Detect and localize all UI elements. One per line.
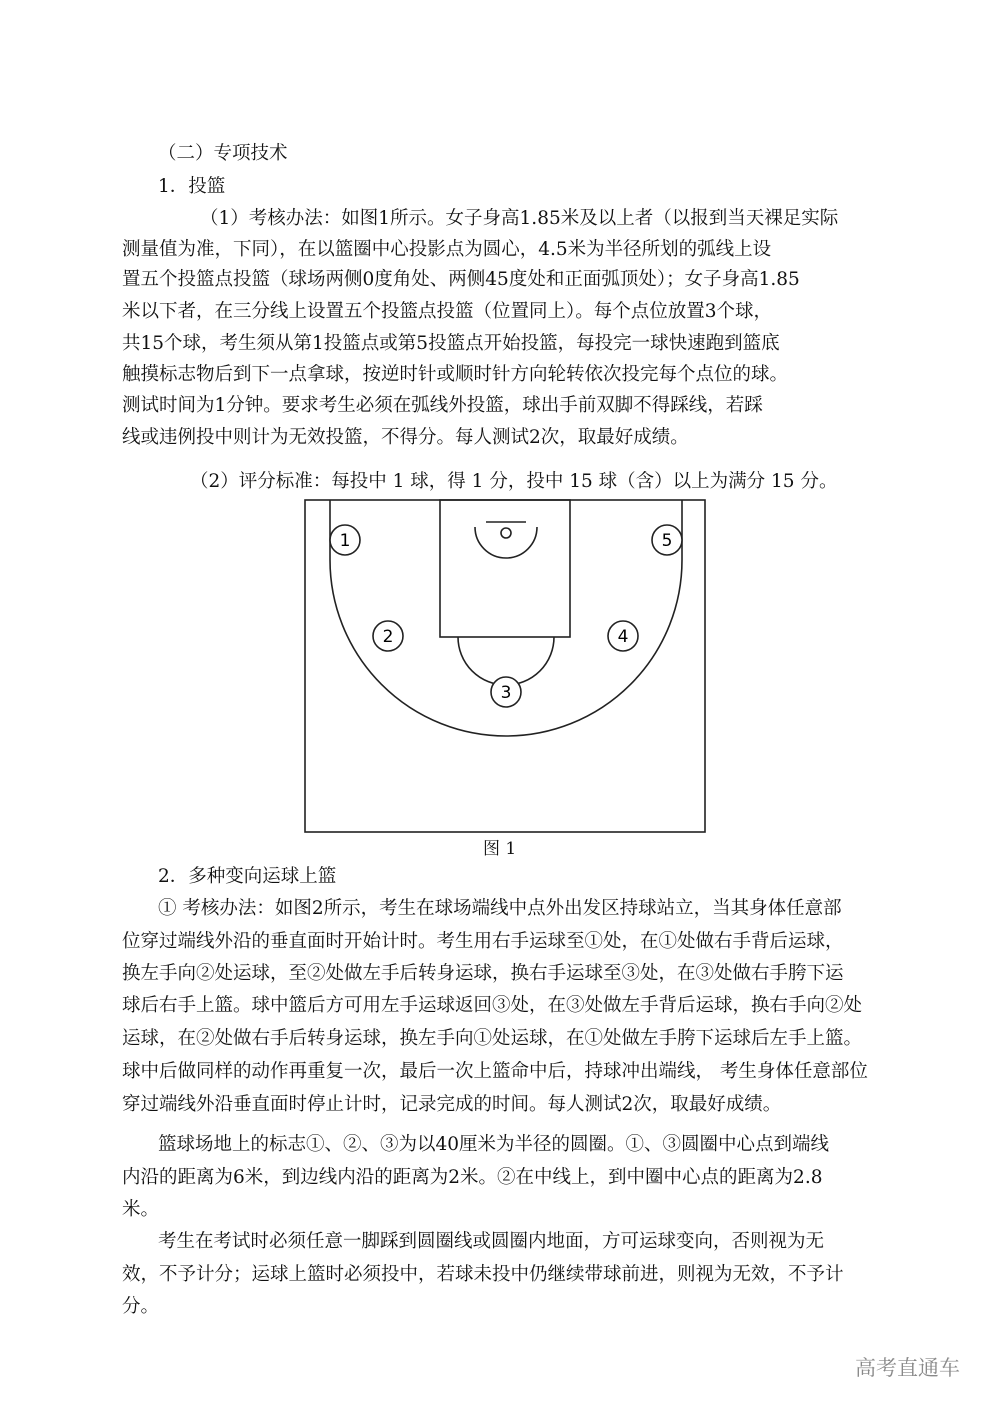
marker-4 bbox=[608, 621, 638, 651]
section-title: （二）专项技术 bbox=[158, 143, 288, 164]
item1-heading: 1．投篮 bbox=[158, 176, 226, 197]
item2-rule-line: 分。 bbox=[122, 1296, 160, 1317]
marker-2 bbox=[373, 621, 403, 651]
item1-method-line: 置五个投篮点投篮（球场两侧0度角处、两侧45度处和正面弧顶处）；女子身高1.85 bbox=[122, 269, 800, 290]
item2-method-line: 换左手向②处运球，至②处做左手后转身运球，换右手运球至③处，在③处做右手胯下运 bbox=[122, 963, 844, 984]
item2-method-line: 穿过端线外沿垂直面时停止计时，记录完成的时间。每人测试2次，取最好成绩。 bbox=[122, 1094, 782, 1115]
item2-method-line: 球中后做同样的动作再重复一次，最后一次上篮命中后，持球冲出端线， 考生身体任意部位 bbox=[122, 1061, 868, 1082]
free-throw-lane bbox=[440, 500, 570, 637]
item1-method-line: 测试时间为1分钟。要求考生必须在弧线外投篮，球出手前双脚不得踩线，若踩 bbox=[122, 395, 763, 416]
item2-marks-line: 内沿的距离为6米，到边线内沿的距离为2米。②在中线上，到中圈中心点的距离为2.8 bbox=[122, 1167, 823, 1188]
marker-1 bbox=[330, 525, 360, 555]
marker-label: 2 bbox=[382, 627, 394, 647]
item1-method-line: 测量值为准，下同），在以篮圈中心投影点为圆心，4.5米为半径所划的弧线上设 bbox=[122, 239, 772, 260]
marker-5 bbox=[652, 525, 682, 555]
item2-method-line: 球后右手上篮。球中篮后方可用左手运球返回③处，在③处做左手背后运球，换右手向②处 bbox=[122, 995, 863, 1016]
item2-method-line: ① 考核办法：如图2所示，考生在球场端线中点外出发区持球站立，当其身体任意部 bbox=[158, 898, 842, 919]
item1-method-line: 触摸标志物后到下一点拿球，按逆时针或顺时针方向轮转依次投完每个点位的球。 bbox=[122, 364, 789, 385]
item2-marks-line: 米。 bbox=[122, 1199, 160, 1220]
marker-label: 3 bbox=[500, 683, 512, 703]
item2-marks-line: 篮球场地上的标志①、②、③为以40厘米为半径的圆圈。①、③圆圈中心点到端线 bbox=[158, 1134, 830, 1155]
restricted-arc bbox=[475, 527, 537, 558]
item2-method-line: 运球，在②处做右手后转身运球，换左手向①处运球，在①处做左手胯下运球后左手上篮。 bbox=[122, 1028, 863, 1049]
marker-label: 5 bbox=[661, 531, 673, 551]
item2-rule-line: 效，不予计分；运球上篮时必须投中，若球未投中仍继续带球前进，则视为无效，不予计 bbox=[122, 1264, 844, 1285]
item2-method-line: 位穿过端线外沿的垂直面时开始计时。考生用右手运球至①处，在①处做右手背后运球， bbox=[122, 931, 844, 952]
basket bbox=[501, 528, 511, 538]
item1-method-line: 线或违例投中则计为无效投篮，不得分。每人测试2次，取最好成绩。 bbox=[122, 427, 689, 448]
figure-caption: 图 1 bbox=[483, 839, 517, 859]
marker-label: 1 bbox=[339, 531, 351, 551]
item1-scoring: （2）评分标准：每投中 1 球，得 1 分，投中 15 球（含）以上为满分 15 分。 bbox=[190, 471, 838, 492]
item2-heading: 2．多种变向运球上篮 bbox=[158, 866, 337, 887]
item1-method-line: 共15个球，考生须从第1投篮点或第5投篮点开始投篮，每投完一球快速跑到篮底 bbox=[122, 333, 780, 354]
item2-rule-line: 考生在考试时必须任意一脚踩到圆圈线或圆圈内地面，方可运球变向，否则视为无 bbox=[158, 1231, 825, 1252]
item1-method-line: 米以下者，在三分线上设置五个投篮点投篮（位置同上）。每个点位放置3个球， bbox=[122, 301, 773, 322]
item1-method-line: （1）考核办法：如图1所示。女子身高1.85米及以上者（以报到当天裸足实际 bbox=[200, 208, 839, 229]
marker-label: 4 bbox=[617, 627, 629, 647]
watermark: 高考直通车 bbox=[855, 1356, 960, 1380]
marker-3 bbox=[491, 677, 521, 707]
